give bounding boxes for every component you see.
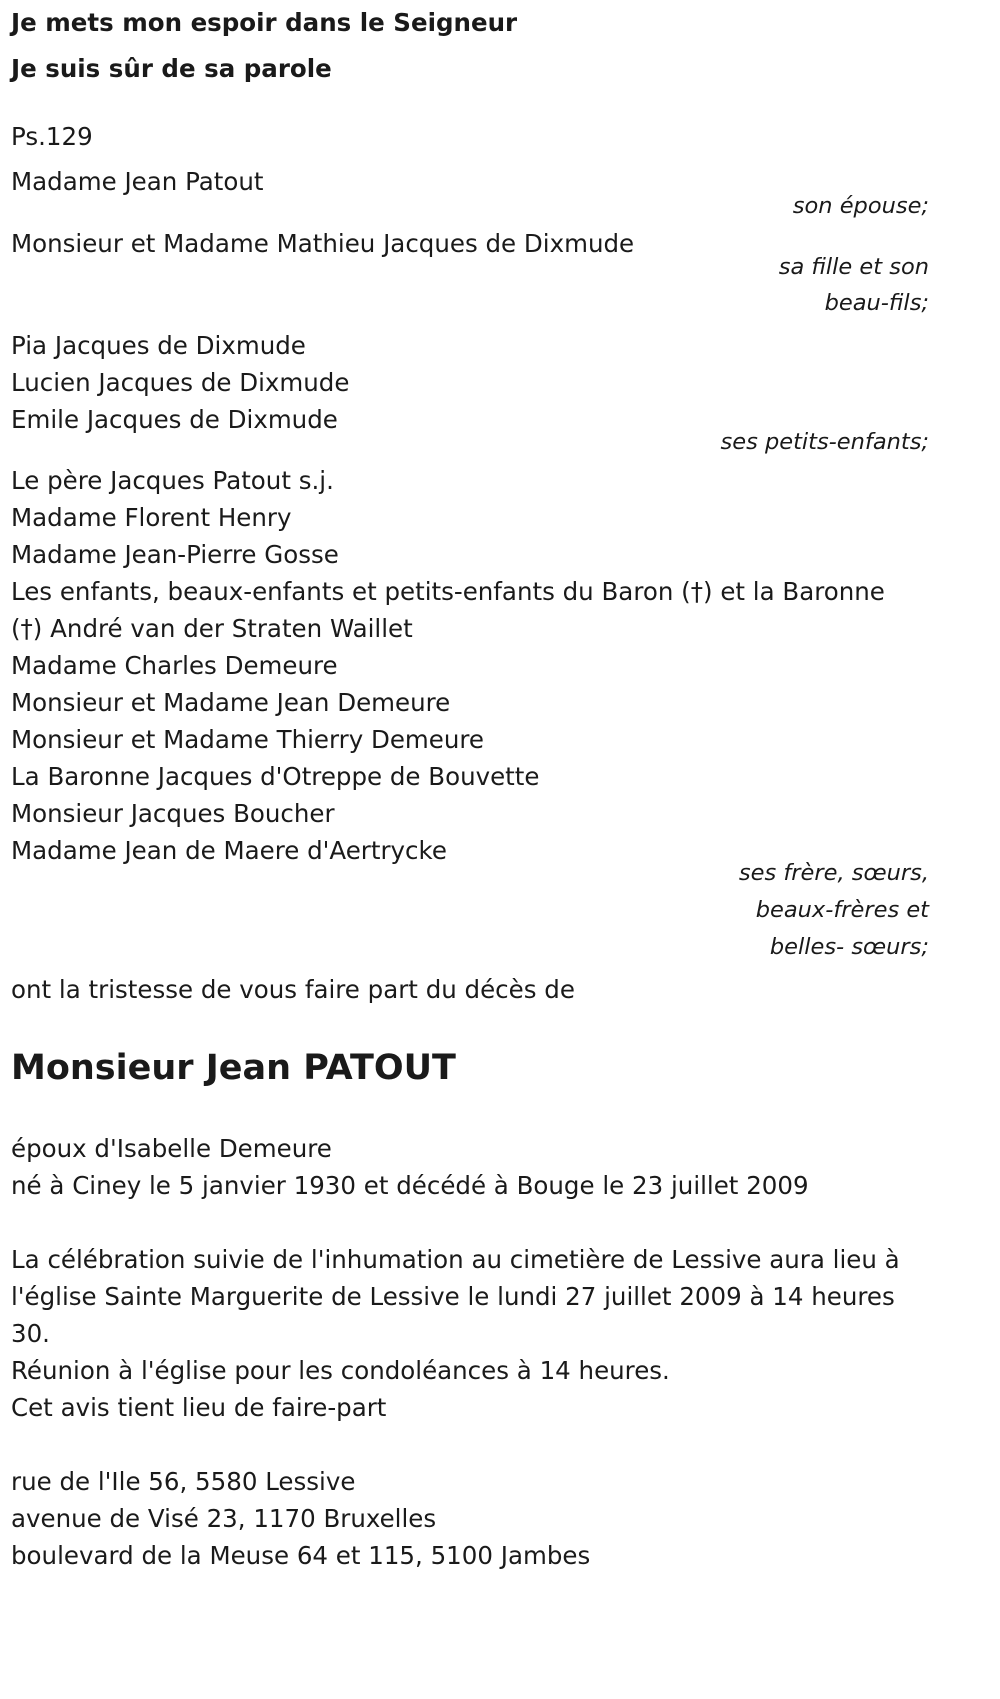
scripture-quote	[11, 0, 935, 92]
address-line-2: avenue de Visé 23, 1170 Bruxelles	[11, 1504, 437, 1533]
ceremony-line-3: 30.	[11, 1319, 50, 1348]
family-siblings-role-3: belles- sœurs;	[769, 934, 929, 960]
family-daughter: Monsieur et Madame Mathieu Jacques de Dixmude	[11, 229, 635, 258]
ceremony-line-1: La célébration suivie de l'inhumation au cimetière de Lessive aura lieu à	[11, 1245, 900, 1274]
family-grandchild-3: Emile Jacques de Dixmude	[11, 405, 338, 434]
family-grandchild-2: Lucien Jacques de Dixmude	[11, 368, 350, 397]
family-grandchildren-role: ses petits-enfants;	[720, 429, 929, 455]
address-line-1: rue de l'Ile 56, 5580 Lessive	[11, 1467, 356, 1496]
family-sibling-5: Madame Charles Demeure	[11, 651, 338, 680]
family-sibling-4b: (†) André van der Straten Waillet	[11, 614, 413, 643]
family-sibling-1: Le père Jacques Patout s.j.	[11, 466, 334, 495]
quote-line-1: Je mets mon espoir dans le Seigneur	[11, 8, 518, 37]
address-line-3: boulevard de la Meuse 64 et 115, 5100 Jambes	[11, 1541, 591, 1570]
deceased-name: Monsieur Jean PATOUT	[11, 1048, 456, 1088]
quote-reference: Ps.129	[11, 122, 93, 151]
family-sibling-10: Madame Jean de Maere d'Aertrycke	[11, 836, 447, 865]
family-sibling-3: Madame Jean-Pierre Gosse	[11, 540, 339, 569]
deceased-dates-line: né à Ciney le 5 janvier 1930 et décédé à Bouge le 23 juillet 2009	[11, 1171, 809, 1200]
quote-line-2: Je suis sûr de sa parole	[11, 54, 332, 83]
family-sibling-7: Monsieur et Madame Thierry Demeure	[11, 725, 484, 754]
ceremony-line-5: Cet avis tient lieu de faire-part	[11, 1393, 387, 1422]
family-grandchild-1: Pia Jacques de Dixmude	[11, 331, 306, 360]
family-daughter-role-1: sa fille et son	[778, 254, 929, 280]
family-spouse-role: son épouse;	[792, 193, 929, 219]
family-sibling-6: Monsieur et Madame Jean Demeure	[11, 688, 451, 717]
family-siblings-role-1: ses frère, sœurs,	[738, 860, 929, 886]
deceased-spouse-line: époux d'Isabelle Demeure	[11, 1134, 332, 1163]
family-sibling-8: La Baronne Jacques d'Otreppe de Bouvette	[11, 762, 540, 791]
family-spouse: Madame Jean Patout	[11, 167, 264, 196]
family-daughter-role-2: beau-fils;	[824, 290, 929, 316]
announcement: ont la tristesse de vous faire part du décès de	[11, 975, 575, 1004]
family-sibling-2: Madame Florent Henry	[11, 503, 292, 532]
family-siblings-role-2: beaux-frères et	[755, 897, 929, 923]
ceremony-line-4: Réunion à l'église pour les condoléances à 14 heures.	[11, 1356, 670, 1385]
family-sibling-9: Monsieur Jacques Boucher	[11, 799, 335, 828]
ceremony-line-2: l'église Sainte Marguerite de Lessive le lundi 27 juillet 2009 à 14 heures	[11, 1282, 895, 1311]
family-sibling-4a: Les enfants, beaux-enfants et petits-enfants du Baron (†) et la Baronne	[11, 577, 885, 606]
